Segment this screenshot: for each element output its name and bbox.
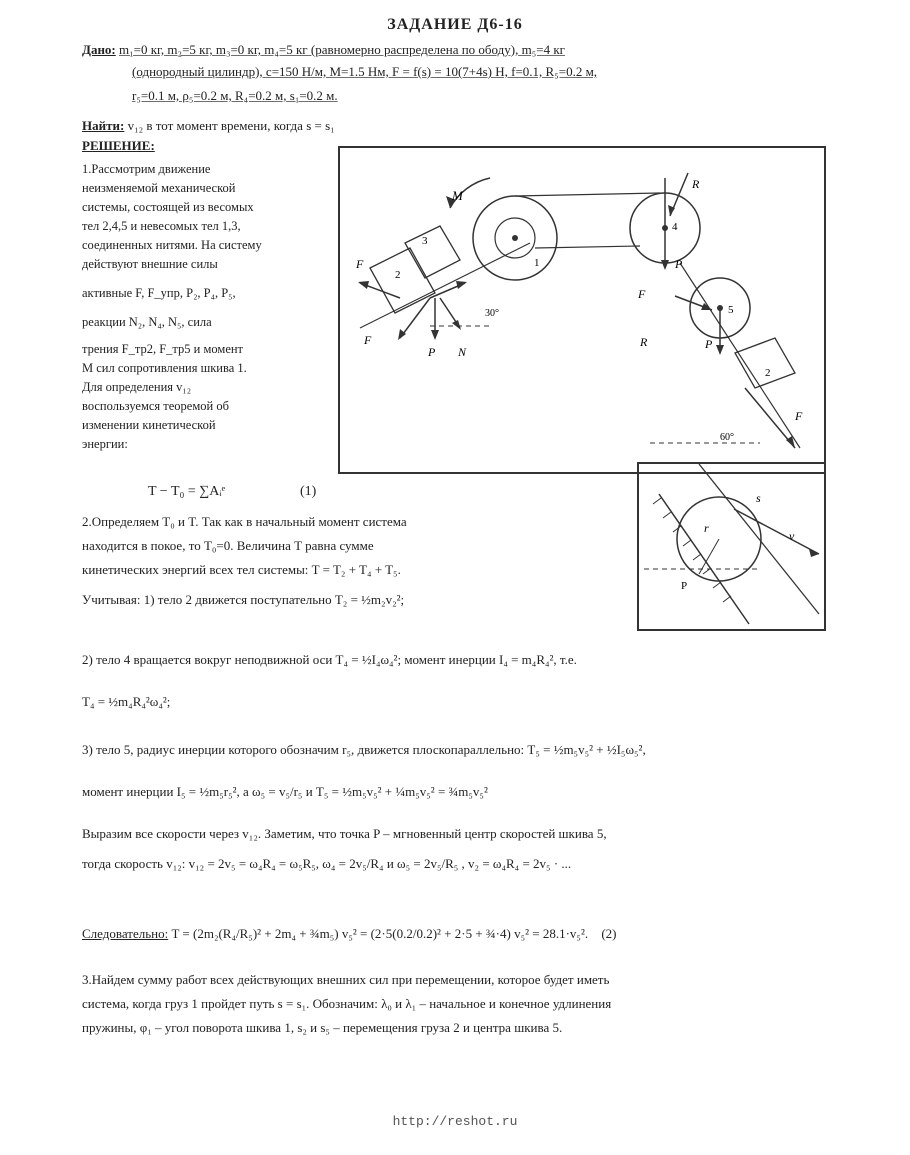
- inset-label-r5: r: [704, 521, 709, 535]
- given-text-1: m₁=0 кг, m₂=5 кг, m₃=0 кг, m₄=5 кг (равномерно распределена по ободу), m₅=4 кг: [119, 42, 565, 57]
- label-p5: P: [705, 337, 713, 351]
- solution-line: неизменяемой механической: [82, 181, 236, 195]
- text-line: кинетических энергий всех тел системы: T = T₂ + T₄ + T₅.: [82, 562, 401, 577]
- text-line: тогда скорость v₁₂: v₁₂ = 2v₅ = ω₄R₄ = ω₅R₅, ω₄ = 2v₅/R₄ и ω₅ = 2v₅/R₅ , v₂ = ω₄R₄ = 2v₅ · ...: [82, 856, 572, 871]
- mechanism-diagram: [340, 148, 824, 472]
- label-f-tr2: F: [364, 333, 372, 347]
- solution-line: реакции N₂, N₄, N₅, сила: [82, 315, 212, 329]
- formula-number-2: (2): [601, 926, 617, 941]
- consequently-label: Следовательно:: [82, 926, 169, 941]
- text-line: находится в покое, то T₀=0. Величина T равна сумме: [82, 538, 374, 553]
- text-line: Учитывая: 1) тело 2 движется поступательно T₂ = ½m₂v₂²;: [82, 592, 405, 607]
- paragraph-kinetic-energy: [82, 510, 622, 612]
- label-1: 1: [534, 257, 540, 269]
- label-ftr5: F: [638, 287, 646, 301]
- text-line: система, когда груз 1 пройдет путь s = s₁. Обозначим: λ₀ и λ₁ – начальное и конечное удлинения: [82, 996, 612, 1011]
- text-line: T₄ = ½m₄R₄²ω₄²;: [82, 694, 171, 709]
- text-line: момент инерции I₅ = ½m₅r₅², а ω₅ = v₅/r₅ и T₅ = ½m₅v₅² + ¼m₅v₅² = ¾m₅v₅²: [82, 784, 488, 799]
- solution-line: активные F, F_упр, P₂, P₄, P₅,: [82, 286, 236, 300]
- text-line: пружины, φ₁ – угол поворота шкива 1, s₂ и s₅ – перемещения груза 2 и центра шкива 5.: [82, 1020, 563, 1035]
- solution-text-column: [82, 160, 332, 454]
- label-n5: R: [640, 335, 648, 349]
- text-line: 3.Найдем сумму работ всех действующих внешних сил при перемещении, которое будет иметь: [82, 972, 610, 987]
- solution-line: 1.Рассмотрим движение: [82, 162, 211, 176]
- given-line-1: [82, 42, 832, 58]
- solution-line: воспользуемся теоремой об: [82, 399, 229, 413]
- label-5: 5: [728, 304, 734, 316]
- formula-number-1: (1): [300, 484, 317, 499]
- solution-line: действуют внешние силы: [82, 257, 218, 271]
- solution-line: системы, состоящей из весомых: [82, 200, 254, 214]
- label-angle-30: 30°: [485, 308, 499, 319]
- label-2-right: 2: [765, 367, 771, 379]
- given-line-2: (однородный цилиндр), c=150 Н/м, M=1.5 Нм, F = f(s) = 10(7+4s) Н, f=0.1, R₅=0.2 м,: [132, 64, 598, 79]
- given-label: Дано:: [82, 42, 116, 57]
- inset-label-s: s: [756, 491, 761, 505]
- label-n2: N: [458, 345, 467, 359]
- label-3: 3: [422, 235, 428, 247]
- paragraph-body-5: [82, 738, 822, 804]
- label-moment: M: [452, 188, 463, 203]
- total-energy-line: [82, 926, 822, 942]
- text-line: 3) тело 5, радиус инерции которого обозначим r₅, движется плоскопараллельно: T₅ = ½m₅v₅² + ½I₅ω₅²,: [82, 742, 646, 757]
- inset-label-v12: v: [789, 529, 795, 543]
- text-line: Выразим все скорости через v₁₂. Заметим, что точка P – мгновенный центр скоростей шкива 5,: [82, 826, 607, 841]
- solution-line: изменении кинетической: [82, 418, 216, 432]
- inset-diagram: [639, 464, 824, 629]
- inset-label-p: P: [681, 580, 688, 592]
- label-p2: P: [428, 345, 436, 359]
- solution-line: тел 2,4,5 и невесомых тел 1,3,: [82, 219, 241, 233]
- solution-line: Для определения v₁₂: [82, 380, 192, 394]
- label-f-spring: F: [356, 257, 364, 271]
- label-2-left: 2: [395, 269, 401, 281]
- label-f-force: F: [795, 409, 803, 423]
- paragraph-velocities: [82, 822, 822, 876]
- solution-label: РЕШЕНИЕ:: [82, 138, 155, 153]
- text-line: 2.Определяем T₀ и T. Так как в начальный момент система: [82, 514, 407, 529]
- energy-theorem-formula: T − T₀ = ∑Aᵢᵉ: [148, 484, 226, 499]
- label-angle-60: 60°: [720, 432, 734, 443]
- given-line-3: r₅=0.1 м, ρ₅=0.2 м, R₄=0.2 м, s₁=0.2 м.: [132, 88, 338, 103]
- solution-line: M сил сопротивления шкива 1.: [82, 361, 247, 375]
- find-label: Найти:: [82, 118, 125, 133]
- solution-line: соединенных нитями. На систему: [82, 238, 262, 252]
- inset-figure: [637, 462, 826, 631]
- solution-line: трения F_тр2, F_тр5 и момент: [82, 342, 244, 356]
- label-4: 4: [672, 221, 678, 233]
- paragraph-body-4: [82, 648, 822, 714]
- text-line: 2) тело 4 вращается вокруг неподвижной оси T₄ = ½I₄ω₄²; момент инерции I₄ = m₄R₄², т.е.: [82, 652, 577, 667]
- paragraph-work: [82, 968, 822, 1040]
- solution-line: энергии:: [82, 437, 128, 451]
- mechanism-figure: [338, 146, 826, 474]
- footer-url: http://reshot.ru: [392, 1114, 518, 1129]
- find-line: [82, 118, 682, 134]
- label-p4: P: [675, 257, 683, 271]
- total-energy-formula: T = (2m₂(R₄/R₅)² + 2m₄ + ¾m₅) v₅² = (2·5(0.2/0.2)² + 2·5 + ¾·4) v₅² = 28.1·v₅².: [171, 926, 589, 941]
- page-title: ЗАДАНИЕ Д6-16: [387, 16, 523, 33]
- find-text: v₁₂ в тот момент времени, когда s = s₁: [127, 118, 335, 133]
- label-r4: R: [692, 177, 700, 191]
